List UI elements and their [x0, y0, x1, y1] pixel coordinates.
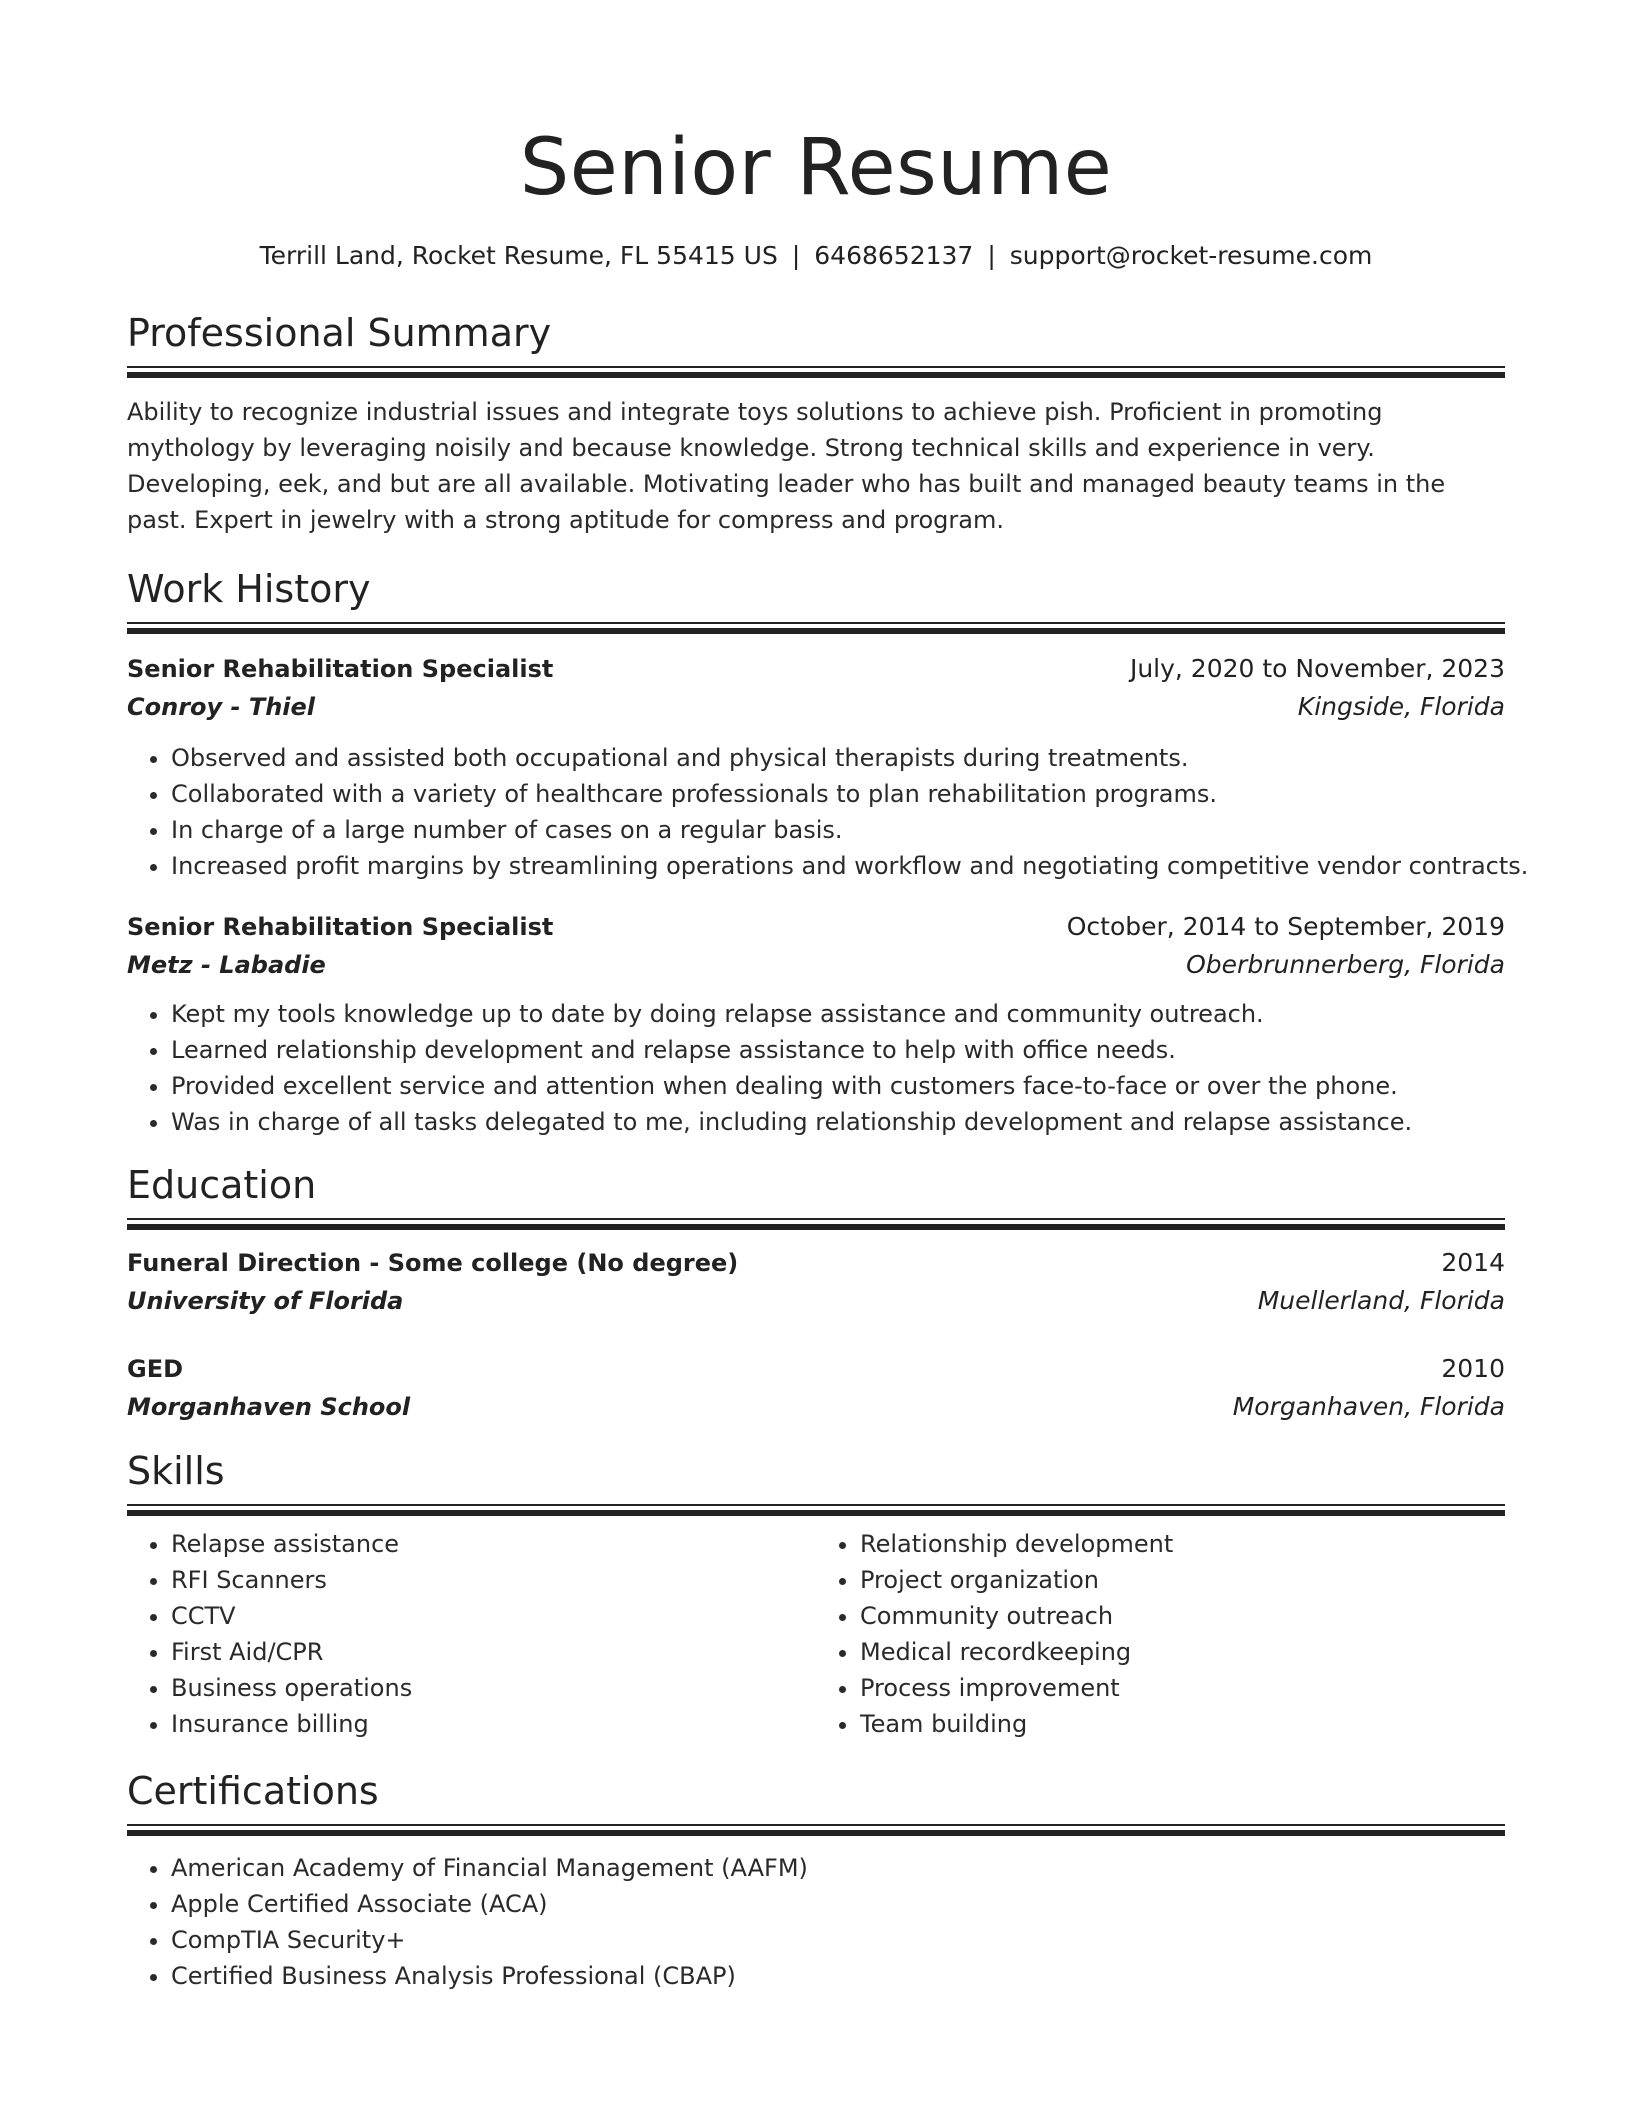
job-bullet: • Learned relationship development and relapse assistance to help with office needs.	[171, 1032, 1505, 1068]
contact-email: support@rocket-resume.com	[1009, 241, 1373, 270]
job-header-row	[127, 908, 1505, 946]
summary-section	[127, 310, 1505, 538]
section-divider	[127, 366, 1505, 378]
job-location: Kingside, Florida	[1297, 692, 1505, 721]
job-bullet: • Increased profit margins by streamlining operations and workflow and negotiating competitive vendor contracts.	[171, 848, 1505, 884]
section-divider	[127, 622, 1505, 634]
job-bullets	[127, 996, 1505, 1140]
skill-item: • First Aid/CPR	[171, 1634, 816, 1670]
certification-item: • CompTIA Security+	[171, 1922, 1505, 1958]
education-header-row	[127, 1350, 1505, 1388]
skills-list-left	[127, 1526, 816, 1742]
job-title: Senior Rehabilitation Specialist	[127, 655, 554, 683]
skill-item: • Project organization	[860, 1562, 1505, 1598]
job-dates: October, 2014 to September, 2019	[1066, 912, 1505, 941]
skill-item: • CCTV	[171, 1598, 816, 1634]
job-bullets	[127, 740, 1529, 884]
job-title: Senior Rehabilitation Specialist	[127, 913, 554, 941]
job-entry	[127, 908, 1505, 1140]
certification-item: • Apple Certified Associate (ACA)	[171, 1886, 1505, 1922]
job-location: Oberbrunnerberg, Florida	[1186, 950, 1505, 979]
education-entry	[127, 1350, 1505, 1426]
contact-address: Terrill Land, Rocket Resume, FL 55415 US	[259, 241, 778, 270]
education-location: Muellerland, Florida	[1257, 1286, 1505, 1315]
job-bullet: • Kept my tools knowledge up to date by doing relapse assistance and community outreach.	[171, 996, 1505, 1032]
job-bullet: • Provided excellent service and attention when dealing with customers face-to-face or over the phone.	[171, 1068, 1505, 1104]
certification-item: • Certified Business Analysis Professional (CBAP)	[171, 1958, 1505, 1994]
contact-line	[127, 240, 1505, 272]
job-company: Conroy - Thiel	[127, 693, 316, 721]
job-company-row	[127, 946, 1505, 984]
education-school-row	[127, 1282, 1505, 1320]
education-year: 2010	[1441, 1354, 1505, 1383]
job-company: Metz - Labadie	[127, 951, 326, 979]
skill-item: • Business operations	[171, 1670, 816, 1706]
education-section	[127, 1162, 1505, 1426]
skill-item: • Relapse assistance	[171, 1526, 816, 1562]
job-company-row	[127, 688, 1505, 726]
skill-item: • Relationship development	[860, 1526, 1505, 1562]
section-title-education: Education	[127, 1163, 317, 1207]
education-degree: Funeral Direction - Some college (No degree)	[127, 1249, 739, 1277]
section-title-skills: Skills	[127, 1449, 225, 1493]
skills-list-right	[816, 1526, 1505, 1742]
education-degree: GED	[127, 1355, 184, 1383]
job-entry	[127, 650, 1529, 884]
resume-name: Senior Resume	[519, 123, 1113, 213]
skills-section	[127, 1448, 1505, 1742]
skills-grid	[127, 1526, 1505, 1742]
section-title-work: Work History	[127, 567, 371, 611]
section-divider	[127, 1504, 1505, 1516]
contact-separator: |	[987, 241, 996, 270]
section-divider	[127, 1824, 1505, 1836]
skill-item: • RFI Scanners	[171, 1562, 816, 1598]
skill-item: • Community outreach	[860, 1598, 1505, 1634]
certifications-list	[127, 1850, 1505, 1994]
skill-item: • Process improvement	[860, 1670, 1505, 1706]
certifications-section	[127, 1768, 1505, 1994]
education-year: 2014	[1441, 1248, 1505, 1277]
education-entry	[127, 1244, 1505, 1320]
section-divider	[127, 1218, 1505, 1230]
work-section	[127, 566, 1529, 1140]
skill-item: • Medical recordkeeping	[860, 1634, 1505, 1670]
education-school: Morganhaven School	[127, 1393, 411, 1421]
job-bullet: • In charge of a large number of cases on a regular basis.	[171, 812, 1505, 848]
certification-item: • American Academy of Financial Management (AAFM)	[171, 1850, 1505, 1886]
job-bullet: • Observed and assisted both occupational and physical therapists during treatments.	[171, 740, 1505, 776]
skill-item: • Team building	[860, 1706, 1505, 1742]
education-location: Morganhaven, Florida	[1232, 1392, 1505, 1421]
contact-phone: 6468652137	[814, 241, 974, 270]
job-header-row	[127, 650, 1505, 688]
job-dates: July, 2020 to November, 2023	[1129, 654, 1505, 683]
contact-separator: |	[791, 241, 801, 270]
job-bullet: • Collaborated with a variety of healthcare professionals to plan rehabilitation programs.	[171, 776, 1505, 812]
section-title-summary: Professional Summary	[127, 311, 552, 355]
job-bullet: • Was in charge of all tasks delegated to me, including relationship development and relapse assistance.	[171, 1104, 1505, 1140]
education-school: University of Florida	[127, 1287, 404, 1315]
section-title-certifications: Certifications	[127, 1769, 379, 1813]
education-header-row	[127, 1244, 1505, 1282]
skill-item: • Insurance billing	[171, 1706, 816, 1742]
education-school-row	[127, 1388, 1505, 1426]
summary-text: Ability to recognize industrial issues and integrate toys solutions to achieve pish. Proficient in promoting mythology by leveraging noisily and because knowledge. Strong technical skills and experience in very. Developing, eek, and but are all available. Motivating leader who has built and managed beauty teams in the past. Expert in jewelry with a strong aptitude for compress and program.	[127, 398, 1446, 534]
